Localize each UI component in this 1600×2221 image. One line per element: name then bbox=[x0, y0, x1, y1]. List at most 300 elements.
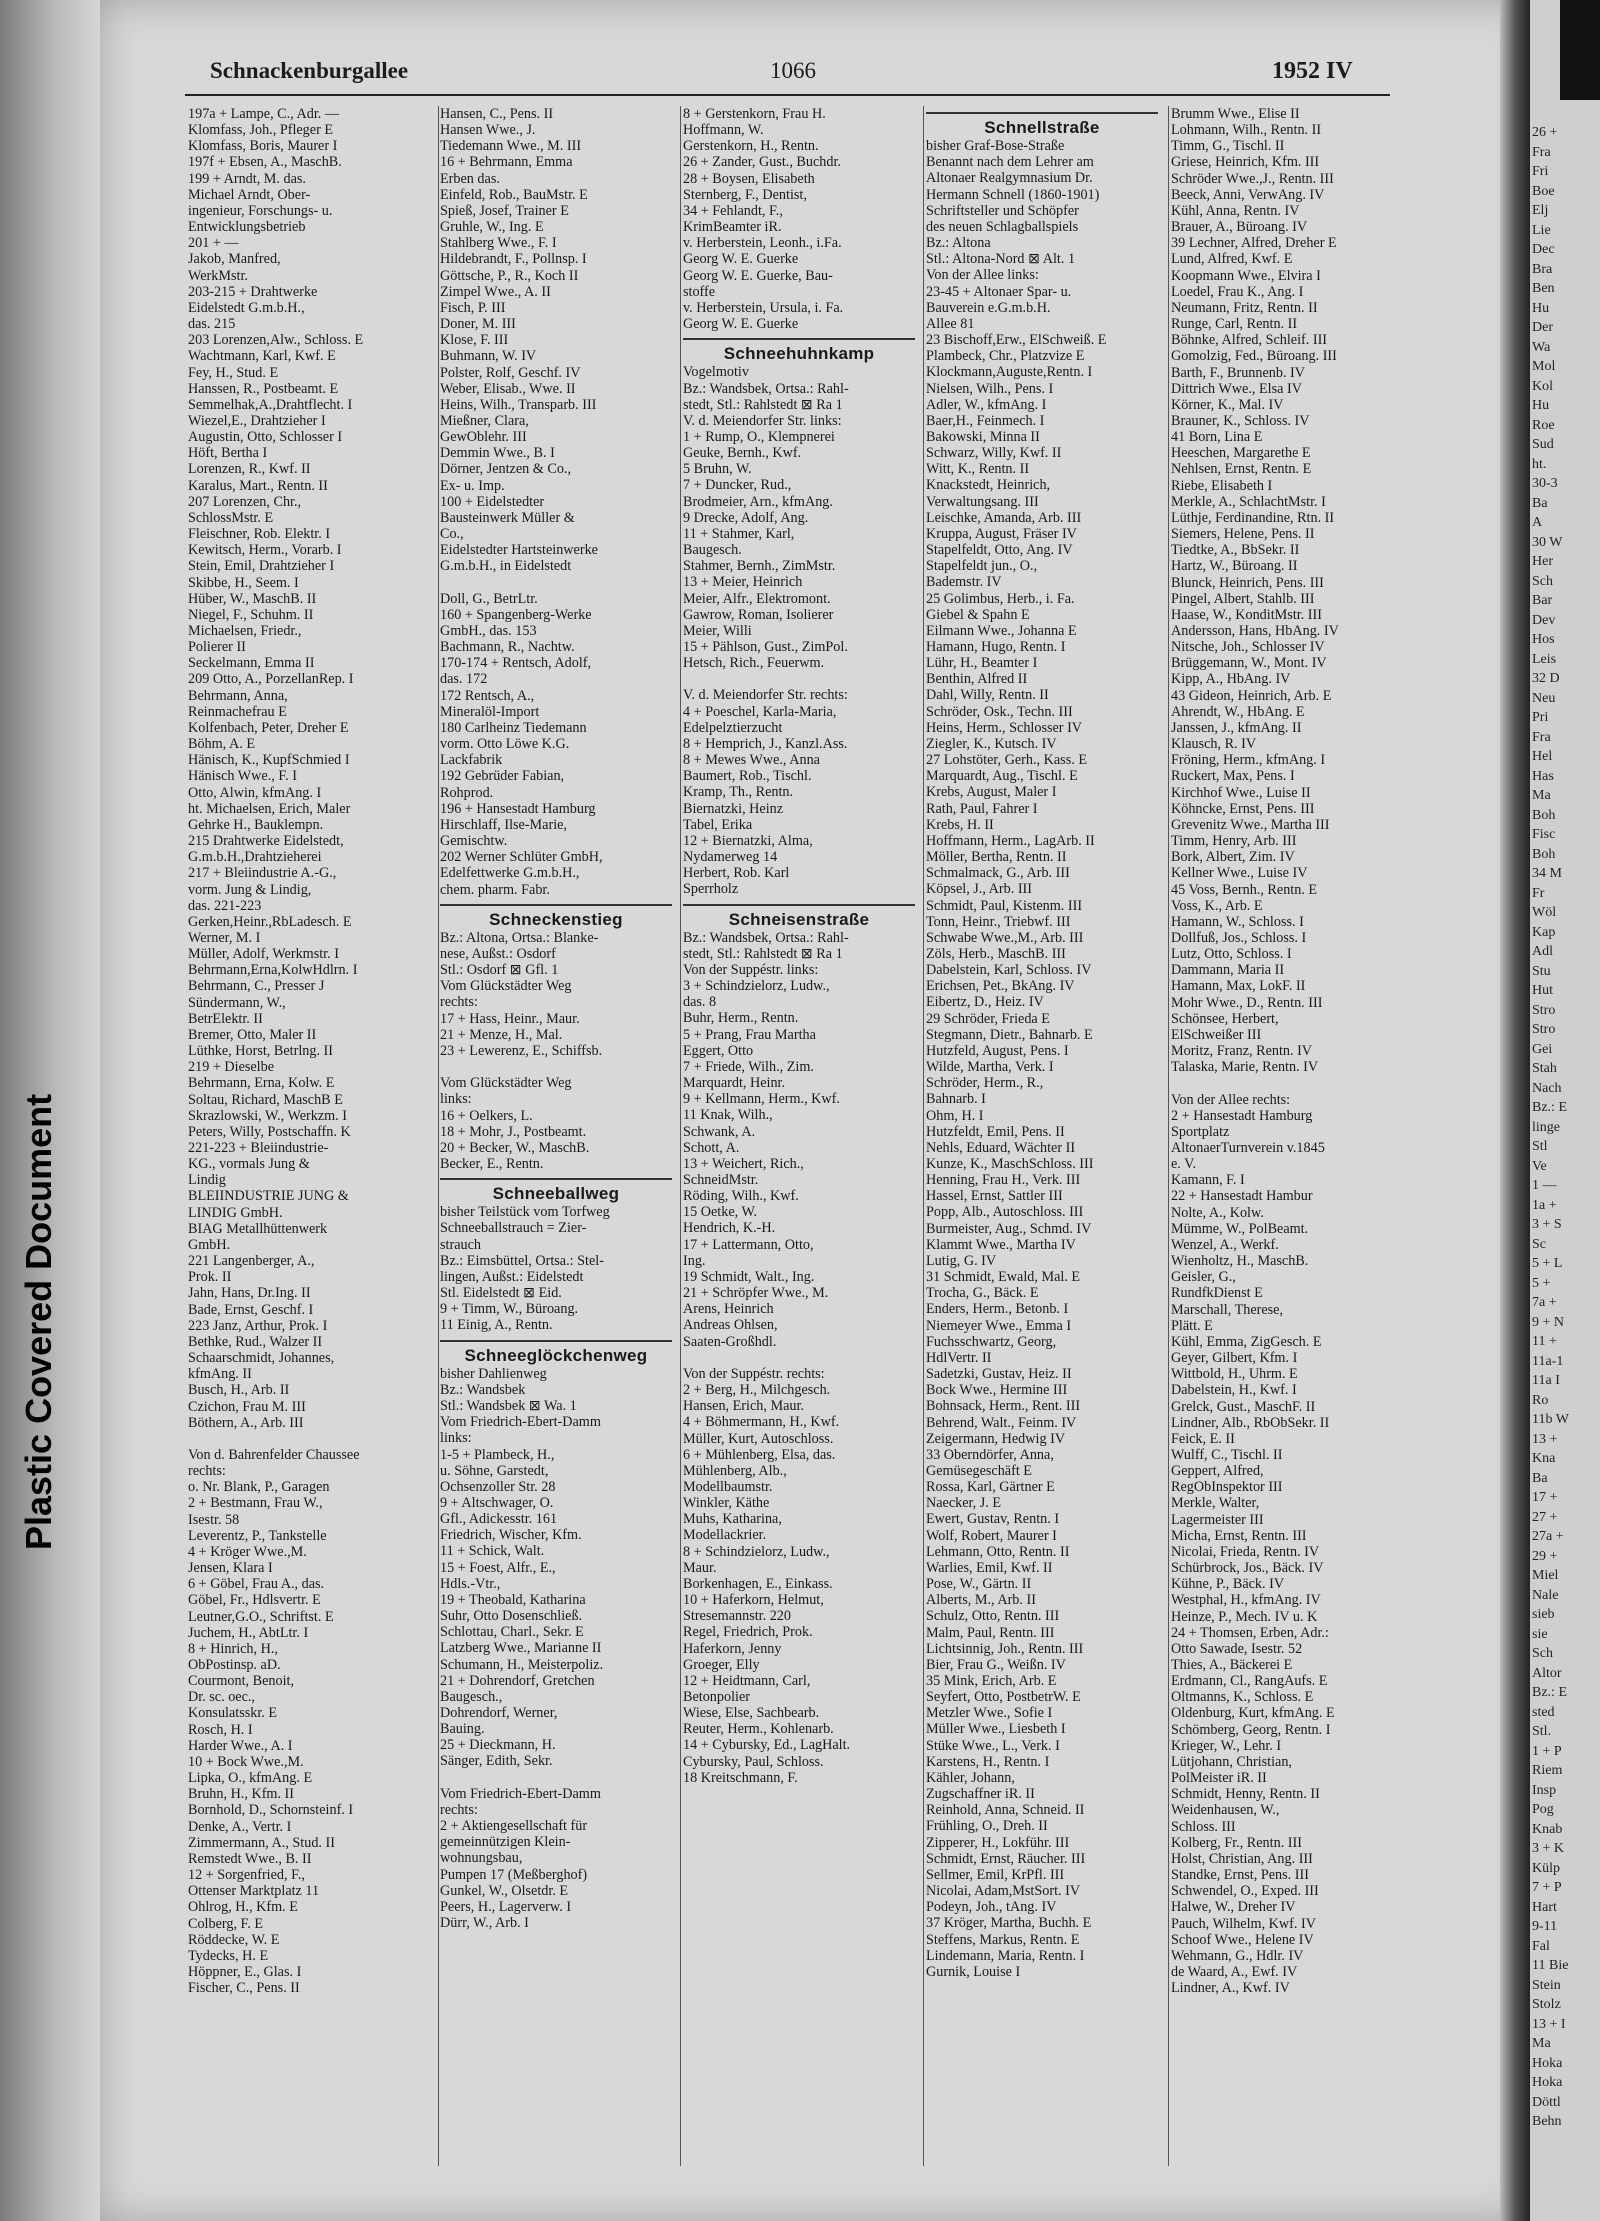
directory-entry: Sänger, Edith, Sekr. bbox=[440, 1753, 553, 1770]
directory-entry: Colberg, F. E bbox=[188, 1915, 264, 1932]
directory-entry: Standke, Ernst, Pens. III bbox=[1171, 1867, 1309, 1884]
directory-entry: Stapelfeldt, Otto, Ang. IV bbox=[926, 542, 1073, 559]
directory-entry: G.m.b.H.,Drahtzieherei bbox=[188, 849, 322, 866]
directory-entry: Lindemann, Maria, Rentn. I bbox=[926, 1947, 1085, 1964]
directory-entry: Bz.: Altona bbox=[926, 235, 991, 252]
directory-entry: LINDIG GmbH. bbox=[188, 1204, 283, 1221]
directory-entry: Stl. Eidelstedt ⊠ Eid. bbox=[440, 1285, 562, 1302]
column-rule bbox=[923, 106, 924, 2166]
next-page-fragment: Knab bbox=[1532, 1821, 1563, 1837]
directory-entry: 197f + Ebsen, A., MaschB. bbox=[188, 154, 342, 171]
directory-entry: Schlottau, Charl., Sekr. E bbox=[440, 1624, 584, 1641]
directory-entry bbox=[683, 1350, 915, 1366]
directory-entry: Behrend, Walt., Feinm. IV bbox=[926, 1414, 1077, 1431]
directory-entry: 23 + Lewerenz, E., Schiffsb. bbox=[440, 1042, 603, 1059]
next-page-fragment: Sc bbox=[1532, 1236, 1546, 1252]
directory-entry: 16 + Oelkers, L. bbox=[440, 1107, 533, 1124]
next-page-fragment: Dec bbox=[1532, 242, 1555, 257]
directory-entry: Stahlberg Wwe., F. I bbox=[440, 235, 557, 252]
next-page-fragment: Her bbox=[1532, 554, 1553, 569]
directory-entry: 209 Otto, A., PorzellanRep. I bbox=[188, 671, 354, 688]
directory-entry: Sadetzki, Gustav, Heiz. II bbox=[926, 1366, 1072, 1383]
directory-entry: Micha, Ernst, Rentn. III bbox=[1171, 1527, 1307, 1544]
directory-entry: Müller Wwe., Liesbeth I bbox=[926, 1721, 1066, 1738]
directory-entry: Erichsen, Pet., BkAng. IV bbox=[926, 978, 1075, 995]
directory-entry: 11 + Schick, Walt. bbox=[440, 1543, 545, 1560]
directory-entry: Dabelstein, H., Kwf. I bbox=[1171, 1382, 1297, 1399]
next-page-fragment: Fisc bbox=[1532, 827, 1556, 842]
directory-entry: Stapelfeldt jun., O., bbox=[926, 558, 1038, 575]
directory-entry: Bausteinwerk Müller & bbox=[440, 509, 575, 526]
directory-entry: Behrmann, Anna, bbox=[188, 687, 288, 704]
directory-entry: Timm, Henry, Arb. III bbox=[1171, 833, 1297, 850]
street-rule bbox=[440, 904, 672, 906]
next-page-fragment: 11 + bbox=[1532, 1334, 1557, 1349]
directory-entry: Lüthke, Horst, Betrlng. II bbox=[188, 1043, 333, 1060]
directory-entry: BIAG Metallhüttenwerk bbox=[188, 1220, 328, 1237]
directory-entry: Ottenser Marktplatz 11 bbox=[188, 1883, 320, 1900]
directory-entry: Herbert, Rob. Karl bbox=[683, 865, 790, 882]
directory-entry: ingenieur, Forschungs- u. bbox=[188, 202, 333, 219]
directory-entry: Tabel, Erika bbox=[683, 816, 753, 833]
directory-entry: Gerken,Heinr.,RbLadesch. E bbox=[188, 913, 352, 930]
next-page-fragment: Fra bbox=[1532, 144, 1551, 160]
next-page-fragment: Fra bbox=[1532, 729, 1551, 745]
directory-entry: Witt, K., Rentn. II bbox=[926, 461, 1030, 478]
directory-entry: Ex- u. Imp. bbox=[440, 477, 505, 494]
directory-entry: Steffens, Markus, Rentn. E bbox=[926, 1931, 1080, 1948]
directory-entry: Thies, A., Bäckerei E bbox=[1171, 1657, 1293, 1673]
directory-entry: Gfl., Adickesstr. 161 bbox=[440, 1511, 558, 1528]
directory-entry: 7 + Duncker, Rud., bbox=[683, 477, 792, 494]
directory-entry: Schloss. III bbox=[1171, 1818, 1236, 1835]
directory-entry: Göttsche, P., R., Koch II bbox=[440, 267, 579, 284]
directory-entry: Schwabe Wwe.,M., Arb. III bbox=[926, 929, 1084, 946]
directory-entry: Merkle, A., SchlachtMstr. I bbox=[1171, 493, 1326, 510]
directory-entry: Ruckert, Max, Pens. I bbox=[1171, 768, 1295, 785]
directory-entry: Arens, Heinrich bbox=[683, 1301, 774, 1318]
directory-entry: Gomolzig, Fed., Büroang. III bbox=[1171, 348, 1337, 365]
directory-entry: Remstedt Wwe., B. II bbox=[188, 1850, 312, 1867]
directory-entry: PolMeister iR. II bbox=[1171, 1770, 1267, 1787]
next-page-fragment: Boe bbox=[1532, 183, 1555, 199]
directory-entry: Podeyn, Joh., tAng. IV bbox=[926, 1899, 1057, 1916]
directory-entry: 18 Kreitschmann, F. bbox=[683, 1769, 798, 1786]
next-page-fragment: Hoka bbox=[1532, 2055, 1563, 2071]
directory-entry: Nicolai, Adam,MstSort. IV bbox=[926, 1883, 1081, 1900]
next-page-fragment: Hart bbox=[1532, 1899, 1557, 1915]
directory-entry: Hoffmann, W. bbox=[683, 122, 764, 139]
directory-entry: Benannt nach dem Lehrer am bbox=[926, 154, 1094, 171]
directory-column-2 bbox=[440, 106, 672, 1931]
next-page-fragment: Stro bbox=[1532, 1002, 1556, 1018]
directory-entry: 192 Gebrüder Fabian, bbox=[440, 768, 565, 785]
directory-entry: Enders, Herm., Betonb. I bbox=[926, 1301, 1069, 1318]
directory-entry: 9 + Kellmann, Herm., Kwf. bbox=[683, 1091, 840, 1108]
directory-entry: Nehlsen, Ernst, Rentn. E bbox=[1171, 461, 1312, 478]
street-rule bbox=[926, 112, 1158, 114]
directory-entry: Regel, Friedrich, Prok. bbox=[683, 1624, 813, 1641]
directory-entry: Stl.: Wandsbek ⊠ Wa. 1 bbox=[440, 1398, 577, 1415]
directory-entry: Marschall, Therese, bbox=[1171, 1301, 1284, 1318]
header-rule bbox=[185, 94, 1390, 96]
next-page-fragment: Kap bbox=[1532, 924, 1556, 940]
directory-entry: Benthin, Alfred II bbox=[926, 671, 1028, 688]
directory-entry: Neumann, Fritz, Rentn. II bbox=[1171, 299, 1318, 316]
directory-entry: G.m.b.H., in Eidelstedt bbox=[440, 558, 572, 575]
directory-entry: Schott, A. bbox=[683, 1139, 740, 1156]
directory-entry: Hirschlaff, Ilse-Marie, bbox=[440, 816, 567, 833]
directory-entry: Höft, Bertha I bbox=[188, 445, 268, 462]
directory-entry: Otto, Alwin, kfmAng. I bbox=[188, 784, 322, 801]
next-page-fragment: Hel bbox=[1532, 749, 1553, 764]
directory-entry: Nolte, A., Kolw. bbox=[1171, 1204, 1264, 1221]
next-page-fragment: 11b W bbox=[1532, 1412, 1569, 1427]
book-gutter bbox=[1500, 0, 1530, 2221]
directory-entry: Adler, W., kfmAng. I bbox=[926, 396, 1047, 413]
directory-entry: Metzler Wwe., Sofie I bbox=[926, 1705, 1053, 1722]
directory-entry: Klausch, R. IV bbox=[1171, 736, 1257, 753]
directory-entry: Wilde, Martha, Verk. I bbox=[926, 1059, 1054, 1076]
directory-entry: Pingel, Albert, Stahlb. III bbox=[1171, 590, 1315, 607]
directory-entry: Kühne, P., Bäck. IV bbox=[1171, 1576, 1285, 1593]
next-page-fragment: Pri bbox=[1532, 710, 1549, 725]
next-page-fragment: Ba bbox=[1532, 1470, 1548, 1486]
directory-entry: Schwendel, O., Exped. III bbox=[1171, 1883, 1319, 1900]
directory-entry: GewOblehr. III bbox=[440, 429, 527, 446]
directory-entry: Zipperer, H., Lokführ. III bbox=[926, 1834, 1070, 1851]
directory-entry: Hänisch Wwe., F. I bbox=[188, 768, 297, 785]
directory-entry: 207 Lorenzen, Chr., bbox=[188, 493, 302, 510]
directory-entry: Polster, Rolf, Geschf. IV bbox=[440, 364, 581, 381]
directory-entry: Von der Suppéstr. rechts: bbox=[683, 1365, 825, 1382]
directory-entry: ObPostinsp. aD. bbox=[188, 1657, 281, 1673]
directory-entry: Bauverein e.G.m.b.H. bbox=[926, 299, 1051, 316]
directory-entry: 6 + Göbel, Frau A., das. bbox=[188, 1576, 325, 1593]
directory-entry: Modellbaumstr. bbox=[683, 1478, 773, 1495]
directory-entry: 12 + Sorgenfried, F., bbox=[188, 1867, 305, 1884]
directory-entry: 160 + Spangenberg-Werke bbox=[440, 606, 592, 623]
directory-entry: 197a + Lampe, C., Adr. — bbox=[188, 106, 340, 122]
directory-entry: Eilmann Wwe., Johanna E bbox=[926, 622, 1077, 639]
directory-entry: 19 + Theobald, Katharina bbox=[440, 1591, 586, 1608]
directory-entry: rechts: bbox=[440, 1801, 478, 1818]
directory-entry: 12 + Heidtmann, Carl, bbox=[683, 1672, 811, 1689]
directory-entry: Meier, Willi bbox=[683, 622, 752, 639]
next-page-fragment: Mol bbox=[1532, 359, 1556, 374]
directory-entry: Weber, Elisab., Wwe. II bbox=[440, 380, 576, 397]
directory-entry: Vom Friedrich-Ebert-Damm bbox=[440, 1785, 601, 1802]
directory-entry: 8 + Hinrich, H., bbox=[188, 1640, 278, 1657]
next-page-fragment: 3 + S bbox=[1532, 1217, 1562, 1232]
directory-entry: Wulff, C., Tischl. II bbox=[1171, 1446, 1283, 1463]
directory-entry: 5 Bruhn, W. bbox=[683, 461, 752, 478]
directory-entry: Bz.: Wandsbek bbox=[440, 1381, 526, 1398]
directory-entry: Andreas Ohlsen, bbox=[683, 1317, 778, 1334]
directory-entry: Kellner Wwe., Luise IV bbox=[1171, 865, 1308, 882]
directory-entry: 215 Drahtwerke Eidelstedt, bbox=[188, 833, 344, 850]
directory-entry: Gurnik, Louise I bbox=[926, 1963, 1021, 1980]
directory-entry: Kirchhof Wwe., Luise II bbox=[1171, 784, 1311, 801]
directory-entry: Henning, Frau H., Verk. III bbox=[926, 1172, 1081, 1189]
next-page-fragment: Sch bbox=[1532, 1646, 1553, 1661]
directory-entry: wohnungsbau, bbox=[440, 1850, 523, 1867]
street-rule bbox=[440, 1340, 672, 1342]
directory-entry: Vogelmotiv bbox=[683, 364, 749, 381]
directory-entry: Bauing. bbox=[440, 1721, 485, 1738]
directory-entry: Erdmann, Cl., RangAufs. E bbox=[1171, 1673, 1328, 1690]
directory-entry: Bornhold, D., Schornsteinf. I bbox=[188, 1802, 354, 1819]
directory-entry: Hermann Schnell (1860-1901) bbox=[926, 186, 1100, 203]
directory-entry: 8 + Schindzielorz, Ludw., bbox=[683, 1543, 830, 1560]
directory-entry: Klockmann,Auguste,Rentn. I bbox=[926, 364, 1093, 381]
directory-entry: Michael Arndt, Ober- bbox=[188, 186, 311, 203]
directory-entry: Polierer II bbox=[188, 639, 246, 656]
directory-entry: Talaska, Marie, Rentn. IV bbox=[1171, 1059, 1319, 1076]
directory-entry: Klomfass, Boris, Maurer I bbox=[188, 138, 338, 155]
directory-entry: Dittrich Wwe., Elsa IV bbox=[1171, 380, 1302, 397]
directory-entry bbox=[440, 1770, 672, 1786]
directory-entry: Plätt. E bbox=[1171, 1317, 1213, 1334]
directory-entry: Hansen, C., Pens. II bbox=[440, 106, 554, 122]
directory-entry: 22 + Hansestadt Hambur bbox=[1171, 1188, 1313, 1205]
directory-entry: 15 Oetke, W. bbox=[683, 1204, 758, 1221]
directory-entry: Dammann, Maria II bbox=[1171, 962, 1285, 979]
directory-entry: Pauch, Wilhelm, Kwf. IV bbox=[1171, 1915, 1316, 1932]
directory-entry: Brumm Wwe., Elise II bbox=[1171, 106, 1300, 122]
directory-entry: Ochsenzoller Str. 28 bbox=[440, 1478, 556, 1495]
directory-entry: de Waard, A., Ewf. IV bbox=[1171, 1963, 1298, 1980]
next-page-fragment: Kna bbox=[1532, 1451, 1556, 1466]
directory-entry: links: bbox=[440, 1430, 472, 1447]
column-rule bbox=[680, 106, 681, 2166]
page-number: 1066 bbox=[770, 58, 816, 83]
directory-entry: Michaelsen, Friedr., bbox=[188, 623, 302, 639]
directory-entry: Bruhn, H., Kfm. II bbox=[188, 1786, 294, 1803]
next-page-fragment: Wa bbox=[1532, 339, 1551, 355]
directory-entry: Schmidt, Henny, Rentn. II bbox=[1171, 1786, 1320, 1803]
directory-entry: 45 Voss, Bernh., Rentn. E bbox=[1171, 881, 1318, 898]
directory-entry: Westphal, H., kfmAng. IV bbox=[1171, 1592, 1321, 1609]
directory-entry: Lehmann, Otto, Rentn. II bbox=[926, 1543, 1070, 1560]
directory-entry: bisher Graf-Bose-Straße bbox=[926, 138, 1065, 155]
directory-entry: Kolberg, Fr., Rentn. III bbox=[1171, 1834, 1302, 1851]
directory-entry: 35 Mink, Erich, Arb. E bbox=[926, 1673, 1057, 1689]
directory-entry: Jensen, Klara I bbox=[188, 1560, 273, 1577]
directory-entry: Bade, Ernst, Geschf. I bbox=[188, 1301, 314, 1318]
directory-entry: Lindner, Alb., RbObSekr. II bbox=[1171, 1414, 1330, 1431]
directory-entry: Fröning, Herm., kfmAng. I bbox=[1171, 752, 1326, 769]
directory-entry: KG., vormals Jung & bbox=[188, 1156, 310, 1173]
directory-entry: Hansen, Erich, Maur. bbox=[683, 1398, 804, 1415]
directory-entry: Lindig bbox=[188, 1172, 226, 1189]
next-page-fragment: Ma bbox=[1532, 2036, 1551, 2051]
next-page-fragment: Ma bbox=[1532, 788, 1551, 803]
directory-entry: Kühl, Anna, Rentn. IV bbox=[1171, 202, 1300, 219]
street-rule bbox=[683, 904, 915, 906]
directory-entry: Kolfenbach, Peter, Dreher E bbox=[188, 719, 349, 736]
directory-entry: 21 + Dohrendorf, Gretchen bbox=[440, 1672, 595, 1689]
directory-entry: 41 Born, Lina E bbox=[1171, 429, 1263, 446]
directory-entry: Sperrholz bbox=[683, 881, 739, 898]
next-page-fragment: Stl bbox=[1532, 1139, 1548, 1154]
directory-entry: Nitsche, Joh., Schlosser IV bbox=[1171, 639, 1325, 656]
directory-entry: Böhnke, Alfred, Schleif. III bbox=[1171, 332, 1328, 349]
directory-entry: 19 Schmidt, Walt., Ing. bbox=[683, 1268, 815, 1285]
directory-entry: Grelck, Gust., MaschF. II bbox=[1171, 1398, 1316, 1415]
directory-entry: 27 Lohstöter, Gerh., Kass. E bbox=[926, 752, 1087, 769]
directory-entry: Ewert, Gustav, Rentn. I bbox=[926, 1511, 1060, 1528]
directory-entry: Geuke, Bernh., Kwf. bbox=[683, 445, 802, 462]
next-page-fragment: Bar bbox=[1532, 593, 1553, 608]
directory-entry: 23 Bischoff,Erw., ElSchweiß. E bbox=[926, 332, 1107, 349]
directory-entry: Eidelstedter Hartsteinwerke bbox=[440, 542, 598, 559]
next-page-fragment: Stu bbox=[1532, 963, 1551, 979]
street-heading: Schneckenstieg bbox=[489, 909, 623, 929]
directory-entry: WerkMstr. bbox=[188, 267, 248, 284]
directory-entry: Geyer, Gilbert, Kfm. I bbox=[1171, 1350, 1298, 1367]
directory-entry: Tiedtke, A., BbSekr. II bbox=[1171, 542, 1300, 559]
directory-entry: Hutzfeldt, Emil, Pens. II bbox=[926, 1123, 1065, 1140]
next-page-fragment: Gei bbox=[1532, 1041, 1553, 1057]
directory-entry: Georg W. E. Guerke bbox=[683, 316, 799, 333]
directory-entry: Tydecks, H. E bbox=[188, 1947, 269, 1964]
directory-entry: Gehrke H., Bauklempn. bbox=[188, 816, 324, 833]
next-page-fragment: 17 + bbox=[1532, 1490, 1558, 1505]
directory-entry: 7 + Friede, Wilh., Zim. bbox=[683, 1058, 814, 1075]
directory-entry: SchneidMstr. bbox=[683, 1172, 759, 1188]
next-page-fragment: Pog bbox=[1532, 1802, 1554, 1817]
directory-entry: BLEIINDUSTRIE JUNG & bbox=[188, 1188, 349, 1205]
directory-entry: 6 + Mühlenberg, Elsa, das. bbox=[683, 1446, 836, 1463]
directory-entry: Kähler, Johann, bbox=[926, 1769, 1015, 1786]
directory-entry: Trocha, G., Bäck. E bbox=[926, 1285, 1039, 1302]
directory-entry: Edelpelztierzucht bbox=[683, 719, 783, 736]
directory-entry: 14 + Cybursky, Ed., LagHalt. bbox=[683, 1737, 851, 1754]
directory-entry: Sternberg, F., Dentist, bbox=[683, 186, 807, 203]
directory-entry: Ziegler, K., Kutsch. IV bbox=[926, 735, 1057, 752]
directory-entry: Warlies, Emil, Kwf. II bbox=[926, 1559, 1053, 1576]
directory-entry: Bahnarb. I bbox=[926, 1091, 986, 1108]
directory-entry: Plambeck, Chr., Platzvize E bbox=[926, 348, 1085, 365]
directory-entry: Bethke, Rud., Walzer II bbox=[188, 1333, 323, 1350]
next-page-fragment: Bra bbox=[1532, 261, 1553, 277]
directory-entry: Maur. bbox=[683, 1559, 717, 1576]
next-page-fragment: Nach bbox=[1532, 1080, 1562, 1096]
directory-entry: 172 Rentsch, A., bbox=[440, 687, 535, 704]
next-page-fragment: Ve bbox=[1532, 1158, 1547, 1174]
directory-entry: Skibbe, H., Seem. I bbox=[188, 574, 299, 591]
directory-entry: Wolf, Robert, Maurer I bbox=[926, 1527, 1057, 1544]
directory-entry: e. V. bbox=[1171, 1156, 1197, 1173]
directory-entry: 13 + Weichert, Rich., bbox=[683, 1155, 804, 1172]
directory-entry bbox=[440, 1059, 672, 1075]
directory-entry: Behrmann,Erna,KolwHdlrn. I bbox=[188, 962, 358, 979]
directory-entry: Otto Sawade, Isestr. 52 bbox=[1171, 1640, 1303, 1657]
directory-entry: Latzberg Wwe., Marianne II bbox=[440, 1640, 602, 1657]
directory-entry: 15 + Pählson, Gust., ZimPol. bbox=[683, 639, 848, 655]
directory-entry: 9 + Timm, W., Büroang. bbox=[440, 1301, 579, 1318]
next-page-fragment: Miel bbox=[1532, 1568, 1559, 1583]
directory-entry: Muhs, Katharina, bbox=[683, 1511, 782, 1528]
next-page-fragment: 7a + bbox=[1532, 1295, 1557, 1310]
directory-entry: Gerstenkorn, H., Rentn. bbox=[683, 138, 819, 155]
directory-entry: Zimmermann, A., Stud. II bbox=[188, 1834, 335, 1851]
directory-entry: Holst, Christian, Ang. III bbox=[1171, 1850, 1313, 1867]
directory-entry: Hildebrandt, F., Pollnsp. I bbox=[440, 251, 587, 268]
directory-entry: Zöls, Herb., MaschB. III bbox=[926, 945, 1066, 962]
directory-entry: Timm, G., Tischl. II bbox=[1171, 138, 1285, 155]
directory-entry: Lichtsinnig, Joh., Rentn. III bbox=[926, 1640, 1084, 1657]
directory-entry bbox=[188, 1431, 416, 1447]
directory-entry: Schönsee, Herbert, bbox=[1171, 1010, 1279, 1027]
directory-entry: das. 172 bbox=[440, 671, 488, 688]
directory-entry: Dörner, Jentzen & Co., bbox=[440, 461, 572, 478]
directory-entry: Stresemannstr. 220 bbox=[683, 1608, 791, 1625]
column-rule bbox=[1168, 106, 1169, 2166]
directory-entry: Pumpen 17 (Meßberghof) bbox=[440, 1866, 588, 1883]
directory-entry: vorm. Otto Löwe K.G. bbox=[440, 736, 570, 753]
directory-entry: Prok. II bbox=[188, 1269, 232, 1286]
directory-entry: Alberts, M., Arb. II bbox=[926, 1592, 1036, 1609]
directory-entry: Lagermeister III bbox=[1171, 1511, 1264, 1528]
directory-entry: 221-223 + Bleiindustrie- bbox=[188, 1140, 329, 1156]
directory-entry: Harder Wwe., A. I bbox=[188, 1737, 293, 1754]
next-page-fragment: Sud bbox=[1532, 437, 1554, 452]
year-volume: 1952 IV bbox=[1272, 58, 1353, 84]
directory-entry: Hartz, W., Büroang. II bbox=[1171, 558, 1298, 575]
directory-column-1 bbox=[188, 106, 416, 1996]
directory-entry: Möller, Bertha, Rentn. II bbox=[926, 849, 1067, 866]
directory-entry: Wenzel, A., Werkf. bbox=[1171, 1236, 1279, 1253]
directory-entry: Sellmer, Emil, KrPfl. III bbox=[926, 1866, 1065, 1883]
directory-entry: 180 Carlheinz Tiedemann bbox=[440, 719, 587, 736]
directory-entry: 196 + Hansestadt Hamburg bbox=[440, 800, 596, 817]
directory-entry: 4 + Böhmermann, H., Kwf. bbox=[683, 1414, 840, 1431]
directory-entry: Spieß, Josef, Trainer E bbox=[440, 202, 569, 219]
column-rule bbox=[438, 106, 439, 2166]
directory-entry: Tonn, Heinr., Triebwf. III bbox=[926, 913, 1071, 930]
directory-entry: Brodmeier, Arn., kfmAng. bbox=[683, 493, 833, 510]
directory-entry: Schoof Wwe., Helene IV bbox=[1171, 1931, 1314, 1948]
directory-entry: Hendrich, K.-H. bbox=[683, 1220, 776, 1237]
directory-entry: Heinze, P., Mech. IV u. K bbox=[1171, 1608, 1318, 1625]
directory-entry: rechts: bbox=[188, 1463, 226, 1480]
directory-entry: Dürr, W., Arb. I bbox=[440, 1915, 529, 1932]
directory-entry: Peters, Willy, Postschaffn. K bbox=[188, 1123, 351, 1140]
directory-entry: Krieger, W., Lehr. I bbox=[1171, 1737, 1282, 1754]
directory-entry: Doll, G., BetrLtr. bbox=[440, 590, 538, 607]
directory-entry: Lütjohann, Christian, bbox=[1171, 1753, 1292, 1770]
directory-entry: Schröder, Osk., Techn. III bbox=[926, 703, 1073, 720]
directory-entry: 9 Drecke, Adolf, Ang. bbox=[683, 509, 809, 526]
directory-entry: Hutzfeld, August, Pens. I bbox=[926, 1042, 1069, 1059]
next-page-fragment: ht. bbox=[1532, 456, 1547, 472]
directory-entry: Nehls, Eduard, Wächter II bbox=[926, 1139, 1076, 1156]
directory-entry: Stl.: Altona-Nord ⊠ Alt. 1 bbox=[926, 251, 1076, 268]
directory-entry: 4 + Kröger Wwe.,M. bbox=[188, 1543, 307, 1560]
next-page-fragment: Adl bbox=[1532, 944, 1553, 959]
next-page-fragment: 1 — bbox=[1532, 1178, 1557, 1193]
directory-entry: 21 + Schröpfer Wwe., M. bbox=[683, 1285, 829, 1302]
directory-entry: 203-215 + Drahtwerke bbox=[188, 283, 318, 300]
directory-entry: Nielsen, Wilh., Pens. I bbox=[926, 380, 1054, 397]
next-page-fragment: Hos bbox=[1532, 632, 1555, 647]
next-page-fragment: Sch bbox=[1532, 573, 1553, 589]
street-heading: Schneeglöckchenweg bbox=[464, 1345, 648, 1365]
directory-entry: nese, Außst.: Osdorf bbox=[440, 945, 556, 962]
directory-entry: Naecker, J. E bbox=[926, 1495, 1002, 1512]
